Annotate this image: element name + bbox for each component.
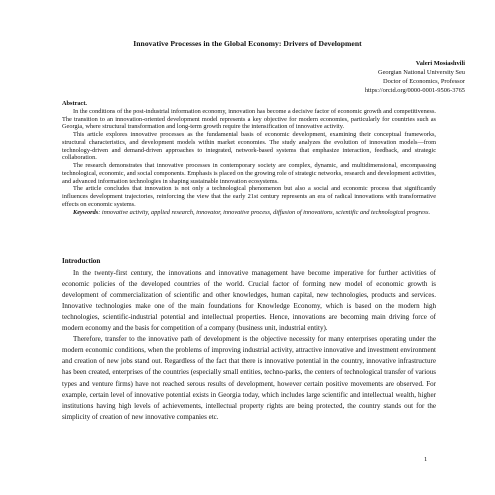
abstract-paragraph: The research demonstrates that innovative processes in contemporary society are complex, dynamic, and multidimensional, encompassing technological, economic, and social components. Emphasis is placed on the growing role of strategic networks, research and development activities, and advanced information technologies in shaping sustainable innovation ecosystems. <box>62 162 436 185</box>
abstract-paragraph: This article explores innovative processes as the fundamental basis of economic development, examining their conceptual frameworks, structural characteristics, and development models within market economies. The study analyzes the evolution of innovation models—from technology-driven and demand-driven approaches to integrated, network-based systems that emphasize interaction, feedback, and strategic collaboration. <box>62 131 436 162</box>
abstract-heading: Abstract. <box>62 100 88 107</box>
keywords-line <box>62 209 436 217</box>
introduction-paragraph: In the twenty-first century, the innovations and innovative management have become imperative for further activities of economic policies of the developed countries of the world. Crucial factor of forming new model of economic growth is development of commercialization of scientific and other knowledges, human capital, new technologies, products and services. Innovative technologies make one of the main foundations for Knowledge Economy, which is based on the modern high technologies, scientific-industrial potential and intellectual properties. Hence, innovations are becoming main driving force of modern economy and the basis for competition of a company (business unit, industrial entity). <box>62 269 436 333</box>
keywords-label: Keywords <box>73 208 99 216</box>
introduction-heading: Introduction <box>62 257 101 265</box>
abstract-paragraph: The article concludes that innovation is not only a technological phenomenon but also a social and economic process that significantly influences development trajectories, reinforcing the view that the early 21st century represents an era of radical innovations with transformative effects on economic systems. <box>62 185 436 208</box>
introduction-section <box>62 256 436 423</box>
author-orcid[interactable]: https://orcid.org/0000-0001-9506-3765 <box>364 86 465 94</box>
author-name: Valeri Mosiashvili <box>415 60 465 67</box>
abstract-section <box>62 100 436 216</box>
keywords-text: : innovative activity, applied research, innovator, innovative process, diffusion of innovations, scientific and technological progress. <box>98 208 431 216</box>
author-affiliation: Georgian National University Seu <box>377 68 465 76</box>
introduction-paragraph: Therefore, transfer to the innovative path of development is the objective necessity for many enterprises operating under the modern economic conditions, when the problems of improving industrial activity, attractive innovative and investment environment and creation of new jobs stand out. Regardless of the fact that there is innovative potential in the country, innovative infrastructure has been created, enterprises of the countries (especially small entities, techno-parks, the centers of technological transfer of various types and venture firms) have not reached serous results of development, however certain positive movements are observed. For example, certain level of innovative potential exists in Georgia today, which includes large scientific and intellectual wealth, higher institutions having high levels of achievements, intellectual property rights are being protected, the country stands out for the simplicity of creation of new innovative companies etc. <box>62 335 436 421</box>
author-position: Doctor of Economics, Professor <box>383 77 465 85</box>
page-number: 1 <box>424 456 428 463</box>
author-block <box>365 60 465 96</box>
paper-title: Innovative Processes in the Global Economy: Drivers of Development <box>133 39 362 48</box>
abstract-paragraph: In the conditions of the post-industrial information economy, innovation has become a decisive factor of economic growth and competitiveness. The transition to an innovation-oriented development model represents a key objective for modern economies, particularly for countries such as Georgia, where structural transformation and long-term growth require the intensification of innovative activity. <box>62 107 436 131</box>
